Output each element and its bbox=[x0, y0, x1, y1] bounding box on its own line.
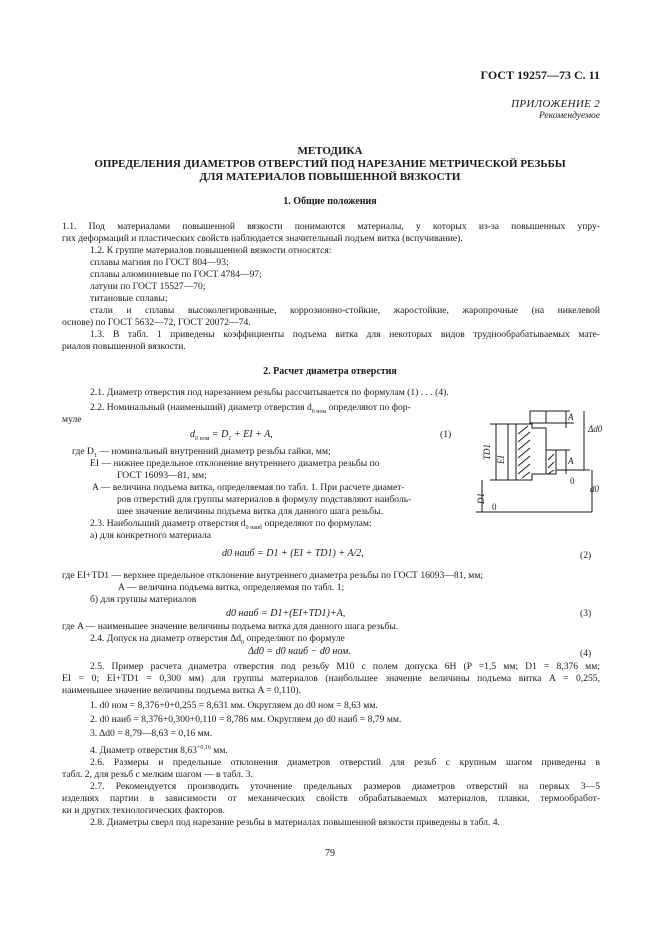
where-ei-cont: ГОСТ 16093—81, мм; bbox=[117, 470, 207, 481]
diagram-top-boss bbox=[530, 411, 546, 423]
where-d1: где $D_1$ — номинальный внутренний диаметр резьбы гайки, мм; bbox=[72, 446, 331, 459]
paragraph-2-3-a: а) для конкретного материала bbox=[90, 530, 211, 541]
paragraph-2-3-b: б) для группы материалов bbox=[90, 594, 197, 605]
diagram-bottom-block bbox=[546, 450, 556, 474]
diagram-label-a-top: A bbox=[568, 412, 574, 422]
thread-hole-diagram bbox=[472, 400, 602, 520]
paragraph-2-3: 2.3. Наибольший диаметр отверстия $d_{0 наиб}$ определяют по формулам: bbox=[90, 518, 372, 531]
diagram-label-ei: EI bbox=[496, 455, 506, 464]
formula-3-number: (3) bbox=[580, 608, 592, 619]
paragraph-2-2-cont: муле bbox=[62, 414, 82, 425]
where-a-cont: ров отверстий для группы материалов в формулу подставляют наиболь- bbox=[117, 494, 412, 505]
diagram-label-zero-top: 0 bbox=[570, 476, 575, 486]
paragraph-2-2: 2.2. Номинальный (наименьший) диаметр отверстия $d_{0 ном}$ определяют по фор- bbox=[90, 402, 411, 415]
title-line-1: МЕТОДИКА bbox=[297, 145, 363, 157]
paragraph-2-7-cont: ки и других технологических факторов. bbox=[62, 805, 225, 816]
paragraph-2-1: 2.1. Диаметр отверстия под нарезанием резьбы рассчитывается по формулам (1) . . . (4). bbox=[90, 387, 449, 398]
title-line-2: ОПРЕДЕЛЕНИЯ ДИАМЕТРОВ ОТВЕРСТИЙ ПОД НАРЕЗАНИЕ МЕТРИЧЕСКОЙ РЕЗЬБЫ bbox=[94, 158, 566, 170]
page-number: 79 bbox=[325, 848, 335, 859]
paragraph-2-7-cont: изделиях партии в зависимости от механических свойств обрабатываемых материалов, плавки, термообработ- bbox=[62, 793, 600, 804]
section-1-line: титановые сплавы; bbox=[90, 293, 168, 304]
section-1-line: сплавы алюминиевые по ГОСТ 4784—97; bbox=[90, 269, 262, 280]
section-1-line: 1.2. К группе материалов повышенной вязкости относятся: bbox=[90, 245, 332, 256]
paragraph-2-5: 2.5. Пример расчета диаметра отверстия под резьбу M10 с полем допуска 6Н (P =1,5 мм; D1 = 8,376 мм; bbox=[90, 661, 600, 672]
calc-step-3: 3. Δd0 = 8,79—8,63 = 0,16 мм. bbox=[90, 728, 213, 739]
where-a-2: A — величина подъема витка, определяемая по табл. 1; bbox=[118, 582, 345, 593]
section-1-line: риалов повышенной вязкости. bbox=[62, 341, 186, 352]
where-a-cont: шее значение величины подъема витка для данного шага резьбы. bbox=[117, 506, 384, 517]
formula-1: $d_{0 ном} = D_1$ + EI + A, bbox=[190, 429, 273, 442]
formula-4-number: (4) bbox=[580, 648, 592, 659]
formula-2: d0 наиб = D1 + (EI + TD1) + A/2, bbox=[222, 548, 364, 559]
title-line-3: ДЛЯ МАТЕРИАЛОВ ПОВЫШЕННОЙ ВЯЗКОСТИ bbox=[199, 171, 461, 183]
section-1-line: сплавы магния по ГОСТ 804—93; bbox=[90, 257, 229, 268]
document-header: ГОСТ 19257—73 С. 11 bbox=[480, 68, 600, 82]
diagram-label-d1: D1 bbox=[476, 493, 486, 504]
diagram-label-delta-d0: Δd0 bbox=[588, 424, 602, 434]
paragraph-2-8: 2.8. Диаметры сверл под нарезание резьбы в материалах повышенной вязкости приведены в табл. 4. bbox=[90, 817, 500, 828]
formula-2-number: (2) bbox=[580, 550, 592, 561]
section-1-line: гих деформаций и пластических свойств наблюдается значительный подъем витка (вспучивание). bbox=[62, 233, 463, 244]
where-ei-td1: где EI+TD1 — верхнее предельное отклонение внутреннего диаметра резьбы по ГОСТ 16093—81, мм; bbox=[62, 570, 484, 581]
appendix-status: Рекомендуемое bbox=[538, 111, 600, 121]
section-1-line: 1.3. В табл. 1 приведены коэффициенты подъема витка для некоторых видов труднообрабатываемых мате- bbox=[90, 329, 600, 340]
formula-3: d0 наиб = D1+(EI+TD1)+A, bbox=[226, 608, 346, 619]
calc-step-1: 1. d0 ном = 8,376+0+0,255 = 8,631 мм. Округляем до d0 ном = 8,63 мм. bbox=[90, 700, 378, 711]
paragraph-2-6-cont: табл. 2, для резьб с мелким шагом — в табл. 3. bbox=[62, 769, 253, 780]
paragraph-2-6: 2.6. Размеры и предельные отклонения диаметров отверстий для резьб с крупным шагом приведены в bbox=[90, 757, 600, 768]
where-a: A — величина подъема витка, определяемая по табл. 1. При расчете диамет- bbox=[92, 482, 405, 493]
paragraph-2-5-cont: наименьшее значение величины подъема витка A = 0,110). bbox=[62, 685, 301, 696]
section-1-line: основе) по ГОСТ 5632—72, ГОСТ 20072—74. bbox=[62, 317, 251, 328]
appendix-label: ПРИЛОЖЕНИЕ 2 bbox=[511, 98, 600, 110]
formula-1-number: (1) bbox=[440, 429, 452, 440]
paragraph-2-5-cont: EI = 0; EI+TD1 = 0,300 мм) для группы материалов (наибольшее значение величины подъема витка A = 0,255, bbox=[62, 673, 600, 684]
diagram-label-td1: TD1 bbox=[482, 443, 492, 460]
section-2-heading: 2. Расчет диаметра отверстия bbox=[263, 366, 397, 377]
diagram-label-zero-bottom: 0 bbox=[492, 502, 497, 512]
formula-4: Δd0 = d0 наиб − d0 ном. bbox=[248, 646, 351, 657]
paragraph-2-4: 2.4. Допуск на диаметр отверстия $\Delta d_0$ определяют по формуле bbox=[90, 633, 345, 646]
where-ei: EI — нижнее предельное отклонение внутреннего диаметра резьбы по bbox=[90, 458, 380, 469]
section-1-line: 1.1. Под материалами повышенной вязкости понимаются материалы, у которых из-за повышенных упру- bbox=[62, 221, 600, 232]
section-1-line: латуни по ГОСТ 15527—70; bbox=[90, 281, 206, 292]
calc-step-2: 2. d0 наиб = 8,376+0,300+0,110 = 8,786 мм. Округляем до d0 наиб = 8,79 мм. bbox=[90, 714, 402, 725]
diagram-label-a-bottom: A bbox=[568, 456, 574, 466]
section-1-heading: 1. Общие положения bbox=[283, 196, 377, 207]
paragraph-2-7: 2.7. Рекомендуется производить уточнение предельных размеров диаметров отверстий на первых 3—5 bbox=[90, 781, 600, 792]
section-1-line: стали и сплавы высоколегированные, коррозионно-стойкие, жаростойкие, жаропрочные (на никелевой bbox=[90, 305, 600, 316]
where-a-3: где A — наименьшее значение величины подъема витка для данного шага резьбы. bbox=[62, 621, 399, 632]
diagram-label-d0: d0 bbox=[590, 484, 599, 494]
calc-step-4: 4. Диаметр отверстия $8,63^{+0,16}$ мм. bbox=[90, 745, 228, 757]
